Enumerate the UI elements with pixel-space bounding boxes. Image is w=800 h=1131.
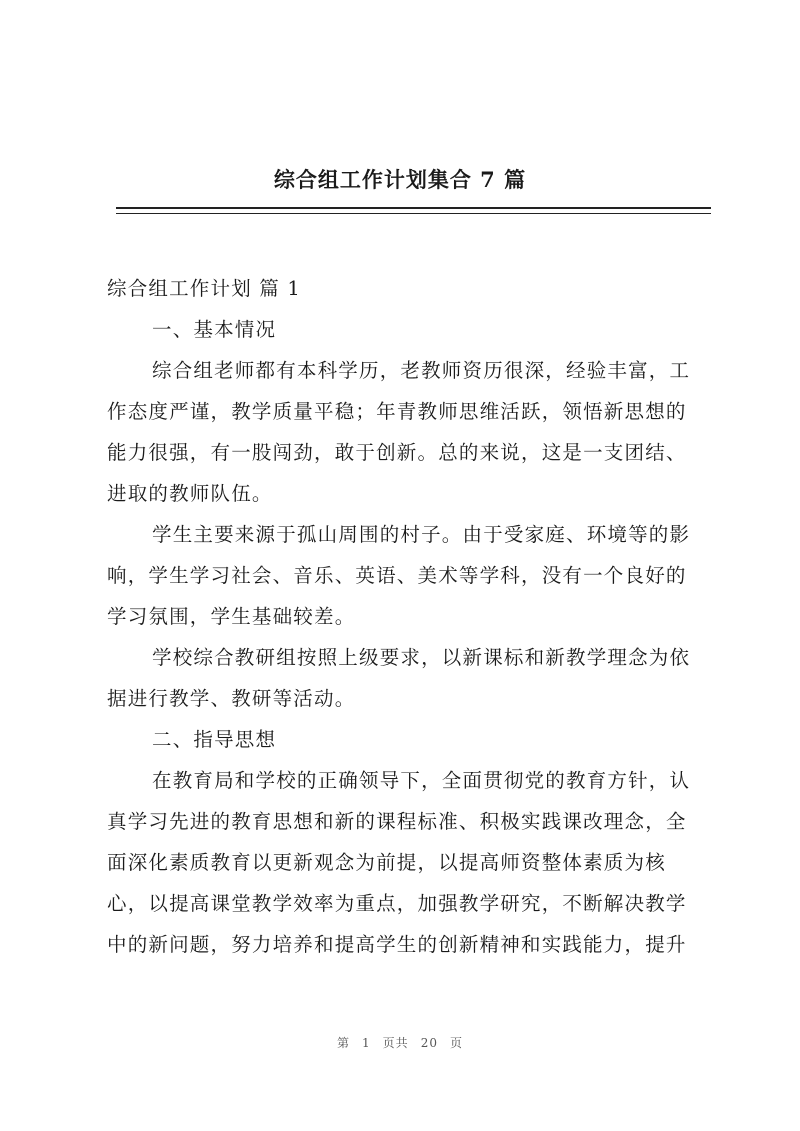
text-line: 面深化素质教育以更新观念为前提，以提高师资整体素质为核 bbox=[107, 851, 666, 874]
text-line: 一、基本情况 bbox=[152, 318, 277, 341]
title-rule-thick bbox=[116, 207, 711, 209]
text-line: 综合组老师都有本科学历，老教师资历很深，经验丰富，工 bbox=[152, 359, 691, 382]
text-line: 二、指导思想 bbox=[152, 728, 277, 751]
text-line: 学习氛围，学生基础较差。 bbox=[107, 605, 356, 628]
text-line: 作态度严谨，教学质量平稳；年青教师思维活跃，领悟新思想的 bbox=[107, 400, 687, 423]
footer-page-number: 1 bbox=[362, 1036, 371, 1050]
text-line: 学生主要来源于孤山周围的村子。由于受家庭、环境等的影 bbox=[152, 523, 691, 546]
text-line: 心，以提高课堂教学效率为重点，加强教学研究，不断解决教学 bbox=[107, 892, 687, 915]
text-line: 在教育局和学校的正确领导下，全面贯彻党的教育方针，认 bbox=[152, 769, 691, 792]
footer-prefix: 第 bbox=[337, 1036, 351, 1050]
text-line: 据进行教学、教研等活动。 bbox=[107, 687, 356, 710]
title-rule-thin bbox=[116, 213, 711, 214]
text-line: 进取的教师队伍。 bbox=[107, 482, 273, 505]
text-line: 综合组工作计划 篇 1 bbox=[107, 277, 302, 300]
text-line: 响，学生学习社会、音乐、英语、美术等学科，没有一个良好的 bbox=[107, 564, 687, 587]
footer-middle: 页共 bbox=[382, 1036, 409, 1050]
text-line: 学校综合教研组按照上级要求，以新课标和新教学理念为依 bbox=[152, 646, 691, 669]
text-line: 能力很强，有一股闯劲，敢于创新。总的来说，这是一支团结、 bbox=[107, 441, 687, 464]
footer-total-pages: 20 bbox=[420, 1036, 438, 1050]
document-body bbox=[107, 268, 710, 965]
footer-suffix: 页 bbox=[449, 1036, 463, 1050]
page-footer bbox=[0, 1034, 800, 1051]
text-line: 中的新问题，努力培养和提高学生的创新精神和实践能力，提升 bbox=[107, 933, 687, 956]
document-title: 综合组工作计划集合 7 篇 bbox=[273, 167, 527, 192]
text-line: 真学习先进的教育思想和新的课程标准、积极实践课改理念，全 bbox=[107, 810, 687, 833]
